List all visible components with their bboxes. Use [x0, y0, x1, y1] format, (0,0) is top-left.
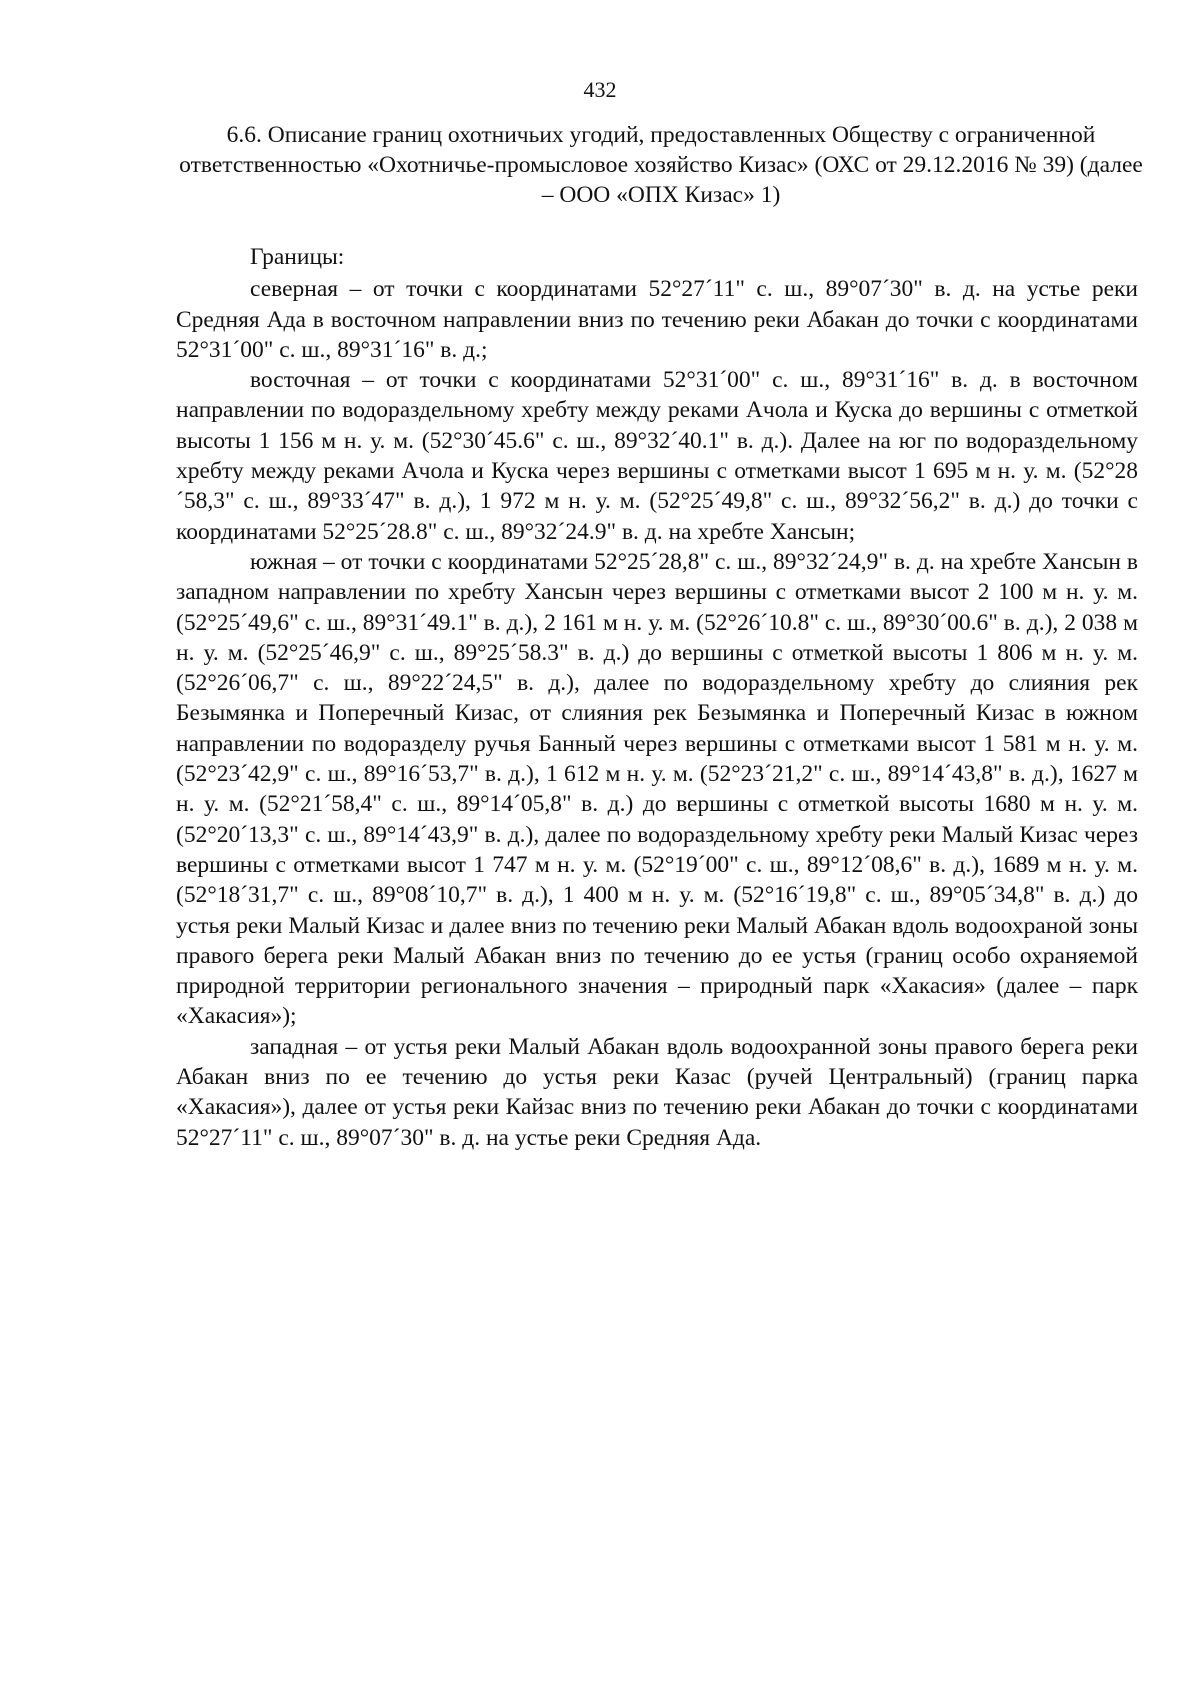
document-body: [176, 242, 1138, 1153]
paragraph-west-border: западная – от устья реки Малый Абакан вдоль водоохранной зоны правого берега реки Абакан вниз по ее течению до устья реки Казас (ручей Центральный) (границ парка «Хакасия»), далее от устья реки Кайзас вниз по течению реки Абакан до точки с координатами 52°27´11" с. ш., 89°07´30" в. д. на устье реки Средняя Ада.: [176, 1033, 1138, 1151]
borders-label: Границы:: [250, 244, 345, 270]
paragraph-east-border: восточная – от точки с координатами 52°31´00" с. ш., 89°31´16" в. д. в восточном направлении по водораздельному хребту между реками Ачола и Куска до вершины с отметкой высоты 1 156 м н. у. м. (52°30´45.6" с. ш., 89°32´40.1" в. д.). Далее на юг по водораздельному хребту между реками Ачола и Куска через вершины с отметками высот 1 695 м н. у. м. (52°28´58,3" с. ш., 89°33´47" в. д.), 1 972 м н. у. м. (52°25´49,8" с. ш., 89°32´56,2" в. д.) до точки с координатами 52°25´28.8" с. ш., 89°32´24.9" в. д. на хребте Хансын;: [176, 367, 1138, 545]
section-heading: 6.6. Описание границ охотничьих угодий, предоставленных Обществу с ограниченной ответственностью «Охотничье-промысловое хозяйство Кизас» (ОХС от 29.12.2016 № 39) (далее – ООО «ОПХ Кизас» 1): [179, 122, 1143, 208]
paragraph-north-border: северная – от точки с координатами 52°27´11" с. ш., 89°07´30" в. д. на устье реки Средняя Ада в восточном направлении вниз по течению реки Абакан до точки с координатами 52°31´00" с. ш., 89°31´16" в. д.;: [176, 276, 1138, 363]
paragraph-south-border: южная – от точки с координатами 52°25´28,8" с. ш., 89°32´24,9" в. д. на хребте Хансын в западном направлении по хребту Хансын через вершины с отметками высот 2 100 м н. у. м. (52°25´49,6" с. ш., 89°31´49.1" в. д.), 2 161 м н. у. м. (52°26´10.8" с. ш., 89°30´00.6" в. д.), 2 038 м н. у. м. (52°25´46,9" с. ш., 89°25´58.3" в. д.) до вершины с отметкой высоты 1 806 м н. у. м. (52°26´06,7" с. ш., 89°22´24,5" в. д.), далее по водораздельному хребту до слияния рек Безымянка и Поперечный Кизас, от слияния рек Безымянка и Поперечный Кизас в южном направлении по водоразделу ручья Банный через вершины с отметками высот 1 581 м н. у. м. (52°23´42,9" с. ш., 89°16´53,7" в. д.), 1 612 м н. у. м. (52°23´21,2" с. ш., 89°14´43,8" в. д.), 1627 м н. у. м. (52°21´58,4" с. ш., 89°14´05,8" в. д.) до вершины с отметкой высоты 1680 м н. у. м. (52°20´13,3" с. ш., 89°14´43,9" в. д.), далее по водораздельному хребту реки Малый Кизас через вершины с отметками высот 1 747 м н. у. м. (52°19´00" с. ш., 89°12´08,6" в. д.), 1689 м н. у. м. (52°18´31,7" с. ш., 89°08´10,7" в. д.), 1 400 м н. у. м. (52°16´19,8" с. ш., 89°05´34,8" в. д.) до устья реки Малый Кизас и далее вниз по течению реки Малый Абакан вдоль водоохраной зоны правого берега реки Малый Абакан вниз по течению до ее устья (границ особо охраняемой природной территории регионального значения – природный парк «Хакасия» (далее – парк «Хакасия»);: [176, 548, 1138, 1030]
page-number: 432: [583, 77, 617, 102]
